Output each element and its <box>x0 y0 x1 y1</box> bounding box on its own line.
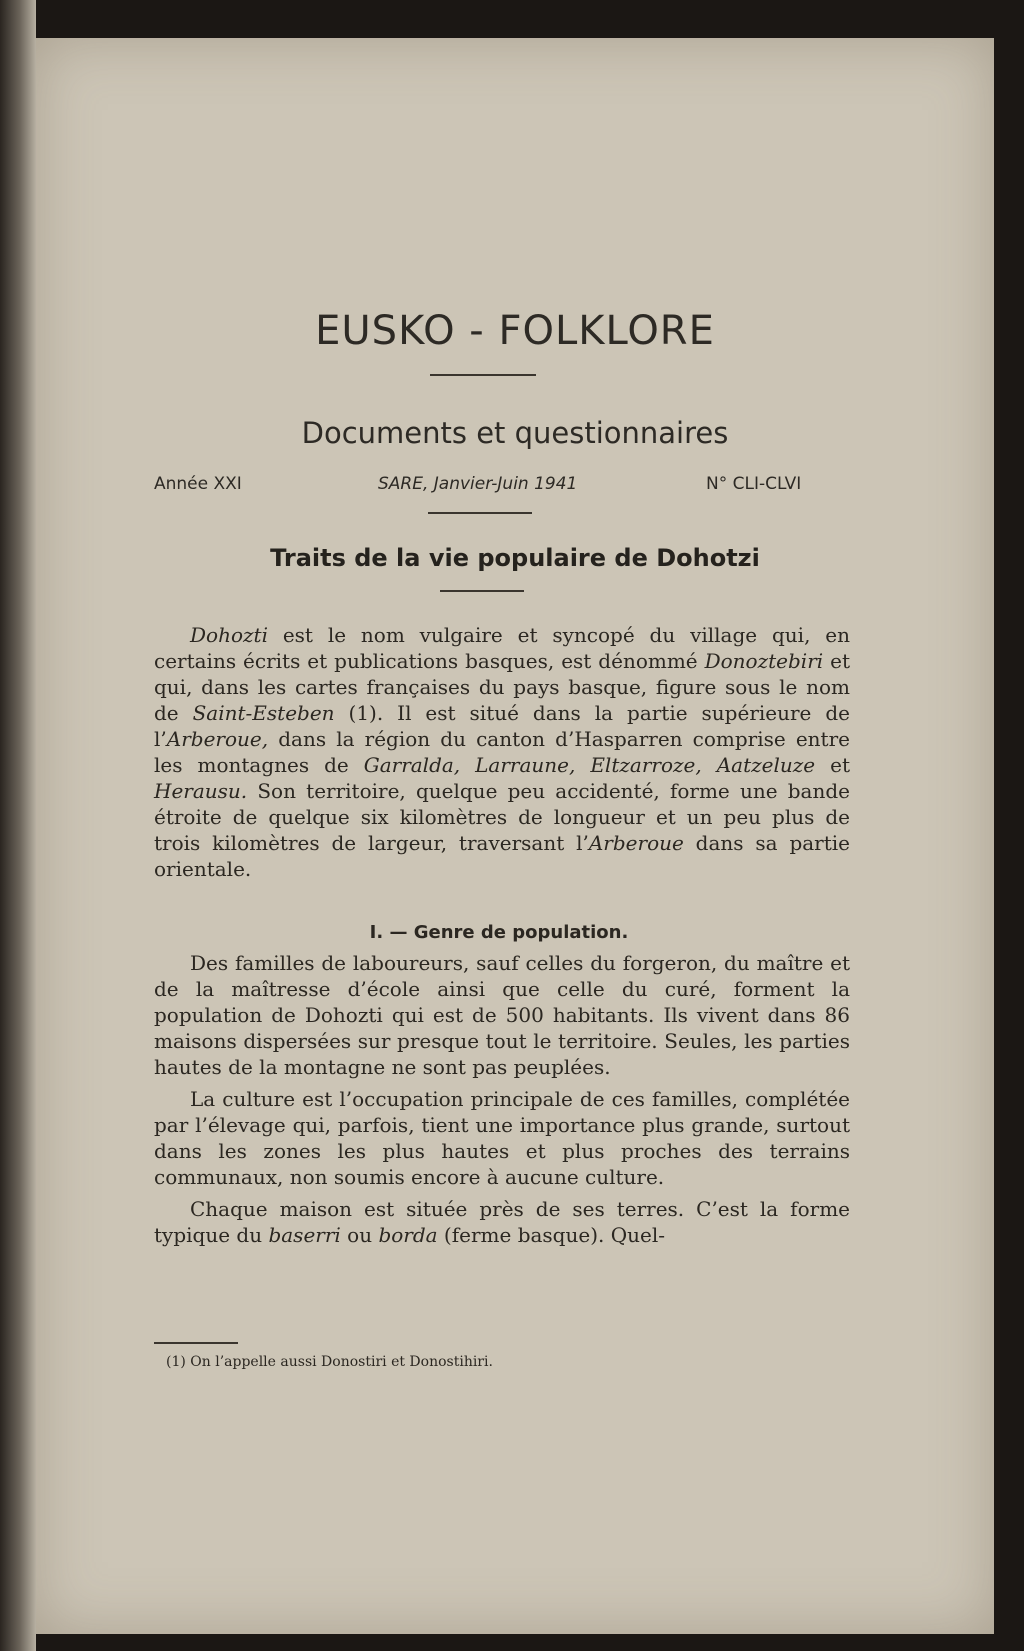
article-title-divider <box>440 590 524 592</box>
year-label: Année XXI <box>154 474 242 494</box>
section-paragraph-2: La culture est l’occupation principale de ces familles, complétée par l’élevage qui, parfois, tient une importance plus grande, surtout dans les zones les plus hautes et plus proches des terrains communaux, non soumis encore à aucune culture. <box>154 1087 850 1189</box>
section-paragraph-1: Des familles de laboureurs, sauf celles du forgeron, du maître et de la maîtresse d’école ainsi que celle du curé, forment la population de Dohozti qui est de 500 habitants. Ils vivent dans 86 maisons dispersées sur presque tout le territoire. Seules, les parties hautes de la montagne ne sont pas peuplées. <box>154 951 850 1079</box>
issue-number: N° CLI-CLVI <box>706 474 802 494</box>
article-title: Traits de la vie populaire de Dohotzi <box>270 544 760 572</box>
journal-title: EUSKO - FOLKLORE <box>315 308 715 354</box>
header-divider <box>428 512 532 514</box>
footnote: (1) On l’appelle aussi Donostiri et Donostihiri. <box>166 1354 493 1370</box>
page <box>36 38 994 1634</box>
footnote-divider <box>154 1342 238 1344</box>
journal-subtitle: Documents et questionnaires <box>301 416 729 450</box>
section-paragraph-3: Chaque maison est située près de ses terres. C’est la forme typique du baserri ou borda (ferme basque). Quel- <box>154 1197 850 1247</box>
section-heading: I. — Genre de population. <box>369 922 629 943</box>
place-date: SARE, Janvier-Juin 1941 <box>378 474 578 494</box>
book-spine-shadow <box>0 0 36 1651</box>
intro-paragraph: Dohozti est le nom vulgaire et syncopé du village qui, en certains écrits et publications basques, est dénommé Donoztebiri et qui, dans les cartes françaises du pays basque, figure sous le nom de Saint-Esteben (1). Il est situé dans la partie supérieure de l’Arberoue, dans la région du canton d’Hasparren comprise entre les montagnes de Garralda, Larraune, Eltzarroze, Aatzeluze et Herausu. Son territoire, quelque peu accidenté, forme une bande étroite de quelque six kilomètres de longueur et un peu plus de trois kilomètres de largeur, traversant l’Arberoue dans sa partie orientale. <box>154 623 851 881</box>
title-divider <box>430 374 536 376</box>
section-body <box>154 950 850 1248</box>
intro-text <box>154 622 850 882</box>
